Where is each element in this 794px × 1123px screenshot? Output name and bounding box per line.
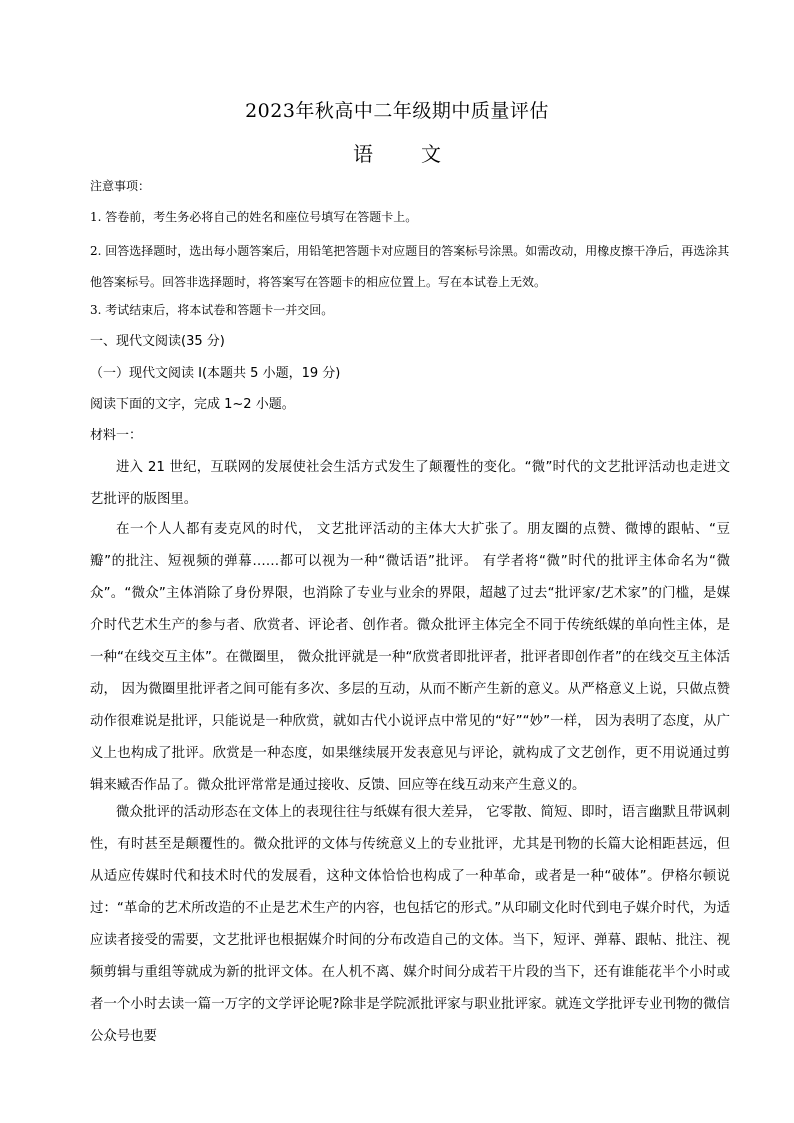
subsection-heading: （一）现代文阅读 I(本题共 5 小题，19 分) — [90, 366, 341, 381]
exam-title: 2023年秋高中二年级期中质量评估 — [245, 100, 549, 122]
notes-heading: 注意事项： — [90, 179, 151, 193]
paragraph-3: 微众批评的活动形态在文体上的表现往往与纸媒有很大差异， 它零散、简短、即时，语言幽默且带讽刺性，有时甚至是颠覆性的。微众批评的文体与传统意义上的专业批评，尤其是刊物的长篇大论相距甚远，但从适应传媒时代和技术时代的发展看，这种文体恰恰也构成了一种革命，或者是一种“破体”。伊格尔顿说过：“革命的艺术所改造的不止是艺术生产的内容，也包括它的形式。”从印刷文化时代到电子媒介时代，为适应读者接受的需要，文艺批评也根据媒介时间的分布改造自己的文体。当下，短评、弹幕、跟帖、批注、视频剪辑与重组等就成为新的批评文体。在人机不离、媒介时间分成若干片段的当下，还有谁能花半个小时或者一个小时去读一篇一万字的文学评论呢?除非是学院派批评家与职业批评家。就连文学批评专业刊物的微信公众号也要 — [90, 805, 730, 1044]
note-item-3: 3. 考试结束后，将本试卷和答题卡一并交回。 — [90, 303, 334, 317]
note-item-1: 1. 答卷前，考生务必将自己的姓名和座位号填写在答题卡上。 — [90, 210, 418, 224]
subject-char-right: 文 — [421, 142, 441, 166]
paragraph-1: 进入 21 世纪，互联网的发展使社会生活方式发生了颠覆性的变化。“微”时代的文艺批评活动也走进文艺批评的版图里。 — [90, 460, 730, 507]
reading-instruction: 阅读下面的文字，完成 1~2 小题。 — [90, 397, 295, 412]
note-item-2: 2. 回答选择题时，选出每小题答案后，用铅笔把答题卡对应题目的答案标号涂黑。如需改动，用橡皮擦干净后，再选涂其他答案标号。回答非选择题时，将答案写在答题卡的相应位置上。写在本试卷上无效。 — [90, 244, 730, 289]
material-label: 材料一： — [90, 428, 143, 443]
subject-heading — [0, 138, 794, 167]
paragraph-2: 在一个人人都有麦克风的时代， 文艺批评活动的主体大大扩张了。朋友圈的点赞、微博的跟帖、“豆瓣”的批注、短视频的弹幕……都可以视为一种“微话语”批评。 有学者将“微”时代的批评主体命名为“微众”。“微众”主体消除了身份界限，也消除了专业与业余的界限，超越了过去“批评家/艺术家”的门槛，是媒介时代艺术生产的参与者、欣赏者、评论者、创作者。微众批评主体完全不同于传统纸媒的单向性主体，是一种“在线交互主体”。在微圈里， 微众批评就是一种“欣赏者即批评者，批评者即创作者”的在线交互主体活动， 因为微圈里批评者之间可能有多次、多层的互动，从而不断产生新的意义。从严格意义上说，只做点赞动作很难说是批评，只能说是一种欣赏，就如古代小说评点中常见的“好”“妙”一样， 因为表明了态度，从广义上也构成了批评。欣赏是一种态度，如果继续展开发表意见与评论，就构成了文艺创作，更不用说通过剪辑来臧否作品了。微众批评常常是通过接收、反馈、回应等在线互动来产生意义的。 — [90, 522, 730, 793]
subject-char-left: 语 — [353, 142, 373, 166]
section-heading: 一、现代文阅读(35 分) — [90, 334, 225, 349]
